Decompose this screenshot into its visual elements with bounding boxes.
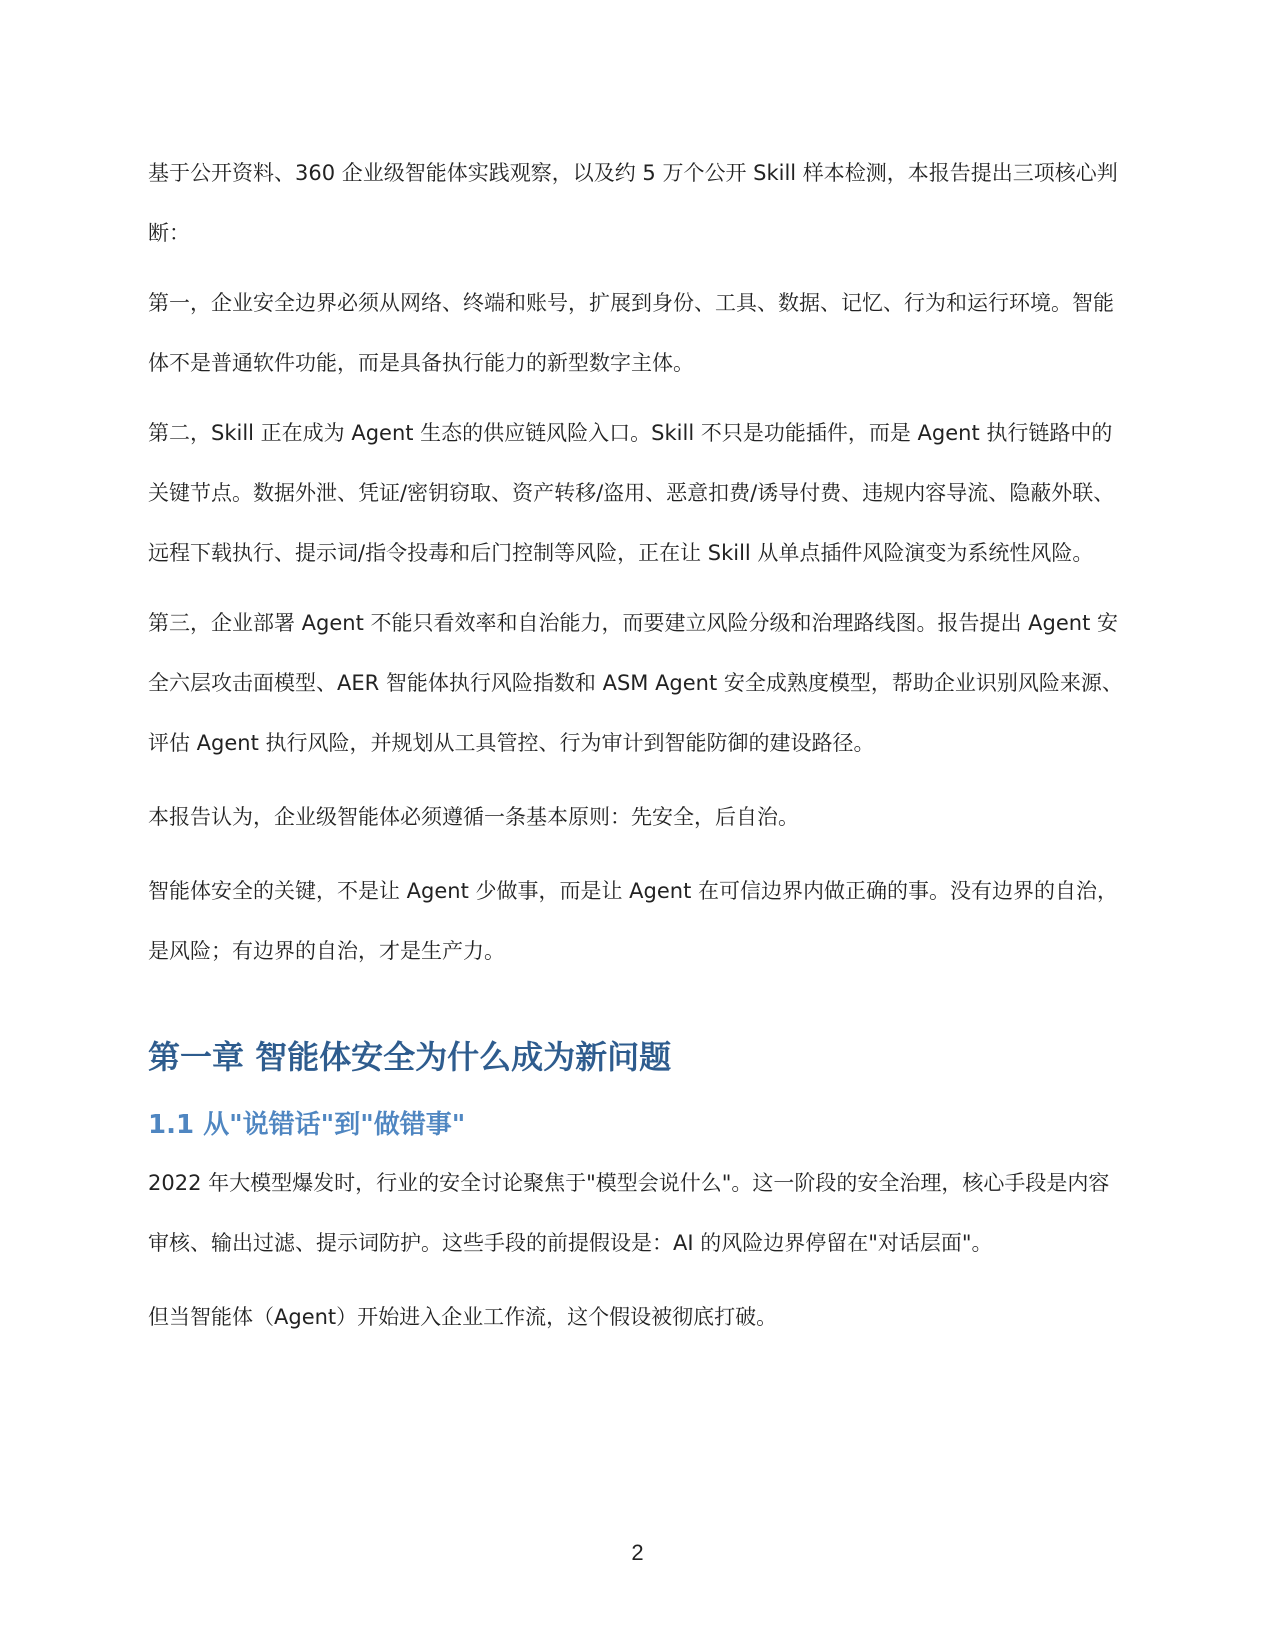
intro-paragraph-3: 第二，Skill 正在成为 Agent 生态的供应链风险入口。Skill 不只是功能插件，而是 Agent 执行链路中的关键节点。数据外泄、凭证/密钥窃取、资产转移/盗用、恶意扣费/诱导付费、违规内容导流、隐蔽外联、远程下载执行、提示词/指令投毒和后门控制等风险，正在让 Skill 从单点插件风险演变为系统性风险。 xyxy=(148,421,1115,565)
page-content xyxy=(148,143,1128,1347)
section-title: 1.1 从"说错话"到"做错事" xyxy=(148,1110,466,1140)
intro-paragraph-2: 第一，企业安全边界必须从网络、终端和账号，扩展到身份、工具、数据、记忆、行为和运行环境。智能体不是普通软件功能，而是具备执行能力的新型数字主体。 xyxy=(148,291,1114,375)
page-number: 2 xyxy=(631,1540,644,1565)
chapter-title: 第一章 智能体安全为什么成为新问题 xyxy=(148,1038,672,1076)
intro-paragraph-6: 智能体安全的关键，不是让 Agent 少做事，而是让 Agent 在可信边界内做正确的事。没有边界的自治，是风险；有边界的自治，才是生产力。 xyxy=(148,879,1119,963)
section-paragraph-1: 2022 年大模型爆发时，行业的安全讨论聚焦于"模型会说什么"。这一阶段的安全治理，核心手段是内容审核、输出过滤、提示词防护。这些手段的前提假设是：AI 的风险边界停留在"对话层面"。 xyxy=(148,1171,1110,1255)
intro-paragraph-5: 本报告认为，企业级智能体必须遵循一条基本原则：先安全，后自治。 xyxy=(148,805,799,829)
intro-paragraph-4: 第三，企业部署 Agent 不能只看效率和自治能力，而要建立风险分级和治理路线图。报告提出 Agent 安全六层攻击面模型、AER 智能体执行风险指数和 ASM Agent 安全成熟度模型，帮助企业识别风险来源、评估 Agent 执行风险，并规划从工具管控、行为审计到智能防御的建设路径。 xyxy=(148,611,1123,755)
section-paragraph-2: 但当智能体（Agent）开始进入企业工作流，这个假设被彻底打破。 xyxy=(148,1305,778,1329)
intro-paragraph-1: 基于公开资料、360 企业级智能体实践观察，以及约 5 万个公开 Skill 样本检测，本报告提出三项核心判断： xyxy=(148,161,1118,245)
